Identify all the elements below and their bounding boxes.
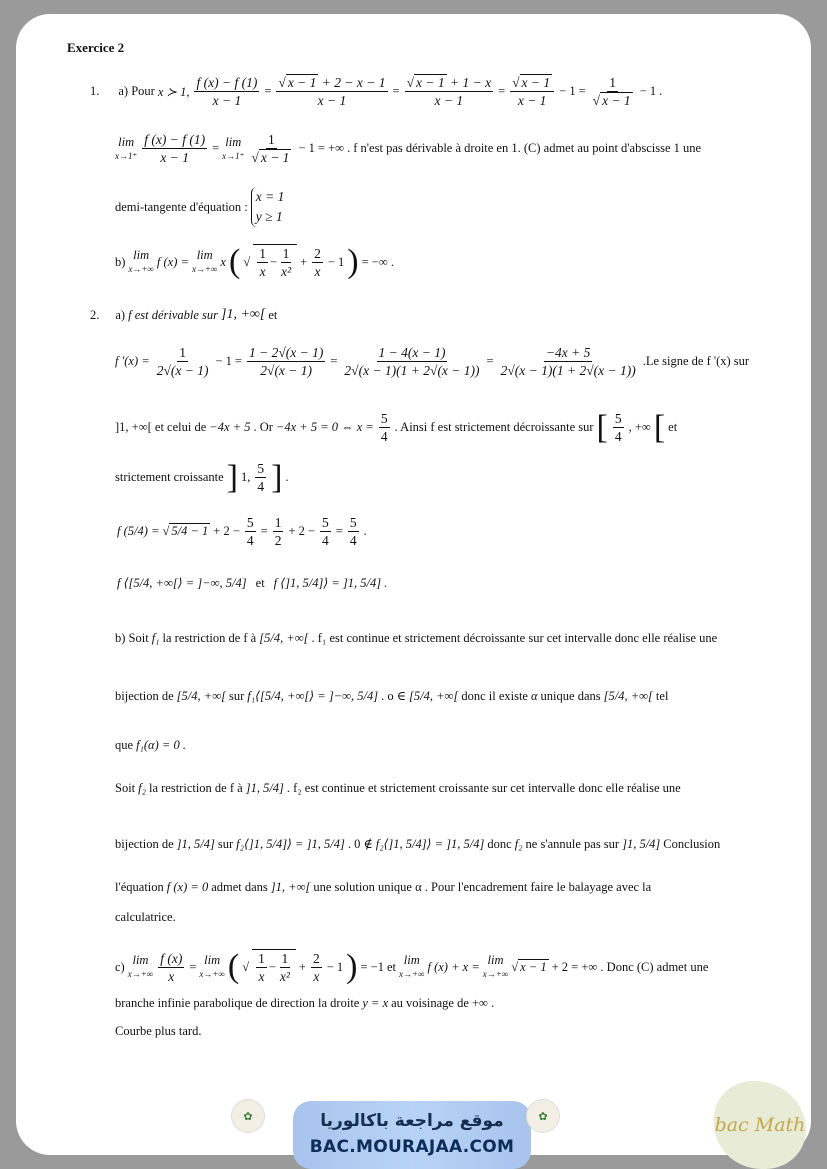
restriction2-line: Soit f₂ la restriction de f à ]1, 5/4] . f₂ est continue et strictement croissante sur cet intervalle donc elle réalise une bbox=[115, 781, 681, 795]
bac-math-logo: bac Math bbox=[714, 1081, 806, 1169]
exercise-title: Exercice 2 bbox=[67, 40, 125, 55]
q1a-line: 1. a) Pour x ≻ 1, $\frac{f (x) - f (1)}{x - 1}$ = $\frac{√ x - 1 + 2 - x - 1}{x - 1}$ = $\frac{√ x - 1 + 1 - x}{x - 1}$ = $\frac{√ x - 1}{x - 1}$ − 1 = $\frac{1}{√ x - 1}$ − 1 . bbox=[90, 75, 663, 108]
f-of-five-fourths-line: f (5/4) = √ 5/4 − 1 + 2 − $\frac{5}{4}$ = $\frac{1}{2}$ + 2 − $\frac{5}{4}$ = $\frac{5}{4}$ . bbox=[117, 515, 367, 548]
asymptotic-branch-line: branche infinie parabolique de direction la droite y = x au voisinage de +∞ . bbox=[115, 996, 495, 1010]
q1a-limit-line: lim x→1⁺ $\frac{f (x) - f (1)}{x - 1}$ = lim x→1⁺ $\frac{1}{√ x - 1}$ − 1 = +∞ . f n'est pas dérivable à droite en 1. (C) admet au point d'abscisse 1 une bbox=[115, 132, 702, 165]
calculator-line: calculatrice. bbox=[115, 910, 176, 924]
bijection2-line: bijection de ]1, 5/4] sur f₂⟨]1, 5/4]⟩ = ]1, 5/4] . 0 ∉ f₂⟨]1, 5/4]⟩ = ]1, 5/4] donc f₂ ne s'annule pas sur ]1, 5/4] Conclusion bbox=[115, 836, 721, 851]
quotient-fraction: $\frac{f (x) - f (1)}{x - 1}$ bbox=[196, 75, 258, 108]
increasing-line: strictement croissante ] 1, $\frac{5}{4}$ ] . bbox=[115, 458, 289, 496]
images-line: f ⟨[5/4, +∞[⟩ = ]−∞, 5/4] et f ⟨]1, 5/4]⟩ = ]1, 5/4] . bbox=[117, 575, 388, 590]
site-banner[interactable] bbox=[293, 1101, 531, 1169]
limit-result: = +∞ . bbox=[317, 141, 351, 155]
q2a-line: 2. a) f est dérivable sur ]1, +∞[ et bbox=[90, 307, 278, 322]
conclusion-line: l'équation f (x) = 0 admet dans ]1, +∞[ une solution unique α . Pour l'encadrement faire le balayage avec la bbox=[115, 880, 652, 894]
limit-1plus: lim x→1⁺ bbox=[115, 134, 138, 161]
step4-fraction: $\frac{1}{√ x - 1}$ bbox=[592, 75, 631, 108]
q2-number: 2. bbox=[90, 307, 100, 322]
banner-url[interactable]: BAC.MOURAJAA.COM bbox=[309, 1137, 515, 1157]
right-seal-icon: ✿ bbox=[526, 1099, 560, 1133]
q2b-line: b) Soit f₁ la restriction de f à [5/4, +∞[ . f₁ est continue et strictement décroissante sur cet intervalle donc elle réalise une bbox=[115, 631, 718, 645]
derivative-line: f '(x) = $\frac{1}{2√(x - 1)}$ − 1 = $\frac{1 - 2√(x - 1)}{2√(x - 1)}$ = $\frac{1 - 4(x - 1)}{2√(x - 1)(1 + 2√(x - 1))}$ = $\frac{-4x + 5}{2√(x - 1)(1 + 2√(x - 1))}$ .Le signe de f '(x) sur bbox=[115, 345, 750, 378]
banner-arabic-title: موقع مراجعة باكالوريا bbox=[320, 1111, 504, 1131]
derivability-text: f n'est pas dérivable à droite en 1. (C) admet au point d'abscisse 1 une bbox=[353, 141, 702, 155]
step2-fraction: $\frac{√ x - 1 + 1 - x}{x - 1}$ bbox=[406, 75, 492, 108]
half-tangent-line: demi-tangente d'équation : x = 1 y ≥ 1 bbox=[115, 187, 284, 227]
curve-later-line: Courbe plus tard. bbox=[115, 1024, 202, 1038]
sign-study-line: ]1, +∞[ et celui de −4x + 5 . Or −4x + 5 = 0 ⇔ x = $\frac{5}{4}$ . Ainsi f est strictement décroissante sur [ $\frac{5}{4}$ , +∞ [ et bbox=[115, 408, 678, 446]
q2c-line: c) lim x→+∞ $\frac{f (x)}{x}$ = lim x→+∞ ( √ $\frac{1}{x}$ − $\frac{1}{\text{x²}}$ + $\frac{2}{x}$ − 1 ) = −1 et lim x→+∞ f (x) + x = lim x→+∞ √ x − 1 + 2 = +∞ . Donc (C) admet une bbox=[115, 948, 709, 985]
half-tangent-system: x = 1 y ≥ 1 bbox=[251, 187, 285, 227]
alpha-line: que f₁(α) = 0 . bbox=[115, 738, 186, 752]
step3-fraction: $\frac{√ x - 1}{x - 1}$ bbox=[510, 74, 554, 109]
bijection1-line: bijection de [5/4, +∞[ sur f₁⟨[5/4, +∞[⟩ = ]−∞, 5/4] . o ∈ [5/4, +∞[ donc il existe α unique dans [5/4, +∞[ tel bbox=[115, 688, 669, 703]
q1a-condition: x ≻ 1, bbox=[157, 84, 190, 99]
q1b-line: b) lim x→+∞ f (x) = lim x→+∞ x ( √ $\frac{1}{x}$ − $\frac{1}{\text{x²}}$ + $\frac{2}{x}$ − 1 ) = −∞ . bbox=[115, 243, 395, 280]
step1-fraction: $\frac{√ x - 1 + 2 - x - 1}{x - 1}$ bbox=[278, 75, 386, 108]
q1b-result: = −∞ . bbox=[361, 254, 395, 269]
q1-number: 1. bbox=[90, 84, 100, 98]
left-seal-icon: ✿ bbox=[231, 1099, 265, 1133]
document-page bbox=[16, 14, 811, 1155]
q1a-label: a) Pour bbox=[118, 84, 155, 98]
